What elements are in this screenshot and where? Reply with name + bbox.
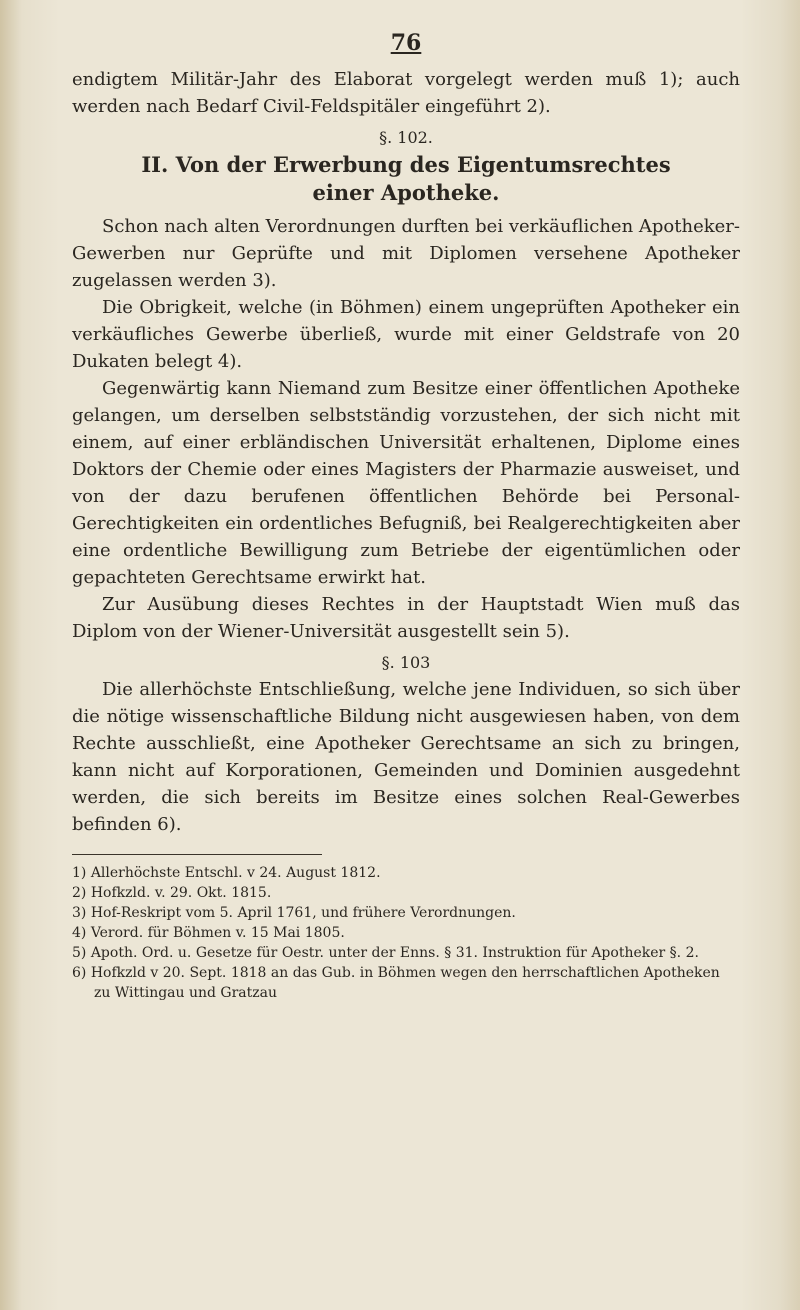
footnote: 1) Allerhöchste Entschl. v 24. August 1812. [72,865,381,881]
footnote-divider [72,854,322,855]
page-number: 76 [390,30,422,56]
heading-line-2: einer Apotheke. [312,180,500,205]
footnote: 2) Hofkzld. v. 29. Okt. 1815. [72,885,272,901]
paragraph-4: Zur Ausübung dieses Rechtes in der Hauptstadt Wien muß das Diplom von der Wiener-Universität ausgestellt sein 5). [72,594,740,642]
heading-line-1: II. Von der Erwerbung des Eigentumsrechtes [141,152,671,177]
footnote: 4) Verord. für Böhmen v. 15 Mai 1805. [72,925,345,941]
paragraph-5: Die allerhöchste Entschließung, welche jene Individuen, so sich über die nötige wissenschaftliche Bildung nicht ausgewiesen haben, von dem Rechte ausschließt, eine Apotheker Gerechtsame an sich zu bringen, kann nicht auf Korporationen, Gemeinden und Dominien ausgedehnt werden, die sich bereits im Besitze eines solchen Real-Gewerbes befinden 6). [72,679,740,835]
paragraph-continuation: endigtem Militär-Jahr des Elaborat vorgelegt werden muß 1); auch werden nach Bedarf Civil-Feldspitäler eingeführt 2). [72,69,740,117]
section-102: §. 102. [379,128,433,147]
paragraph-2: Die Obrigkeit, welche (in Böhmen) einem ungeprüften Apotheker ein verkäufliches Gewerbe überließ, wurde mit einer Geldstrafe von 20 Dukaten belegt 4). [72,297,740,372]
footnote: 5) Apoth. Ord. u. Gesetze für Oestr. unter der Enns. § 31. Instruktion für Apotheker §. 2. [72,945,699,961]
page-content [72,30,740,1003]
paragraph-1: Schon nach alten Verordnungen durften bei verkäuflichen Apotheker-Gewerben nur Geprüfte und mit Diplomen versehene Apotheker zugelassen werden 3). [72,216,740,291]
footnote: 3) Hof-Reskript vom 5. April 1761, und frühere Verordnungen. [72,905,516,921]
chapter-heading [72,151,740,207]
section-103: §. 103 [381,653,431,672]
paragraph-3: Gegenwärtig kann Niemand zum Besitze einer öffentlichen Apotheke gelangen, um derselben selbstständig vorzustehen, der sich nicht mit einem, auf einer erbländischen Universität erhaltenen, Diplome eines Doktors der Chemie oder eines Magisters der Pharmazie ausweiset, und von der dazu berufenen öffentlichen Behörde bei Personal-Gerechtigkeiten ein ordentliches Befugniß, bei Realgerechtigkeiten aber eine ordentliche Bewilligung zum Betriebe der eigentümlichen oder gepachteten Gerechtsame erwirkt hat. [72,378,740,588]
footnotes [72,863,740,1003]
footnote: 6) Hofkzld v 20. Sept. 1818 an das Gub. in Böhmen wegen den herrschaftlichen Apotheken zu Wittingau und Gratzau [72,965,720,1001]
